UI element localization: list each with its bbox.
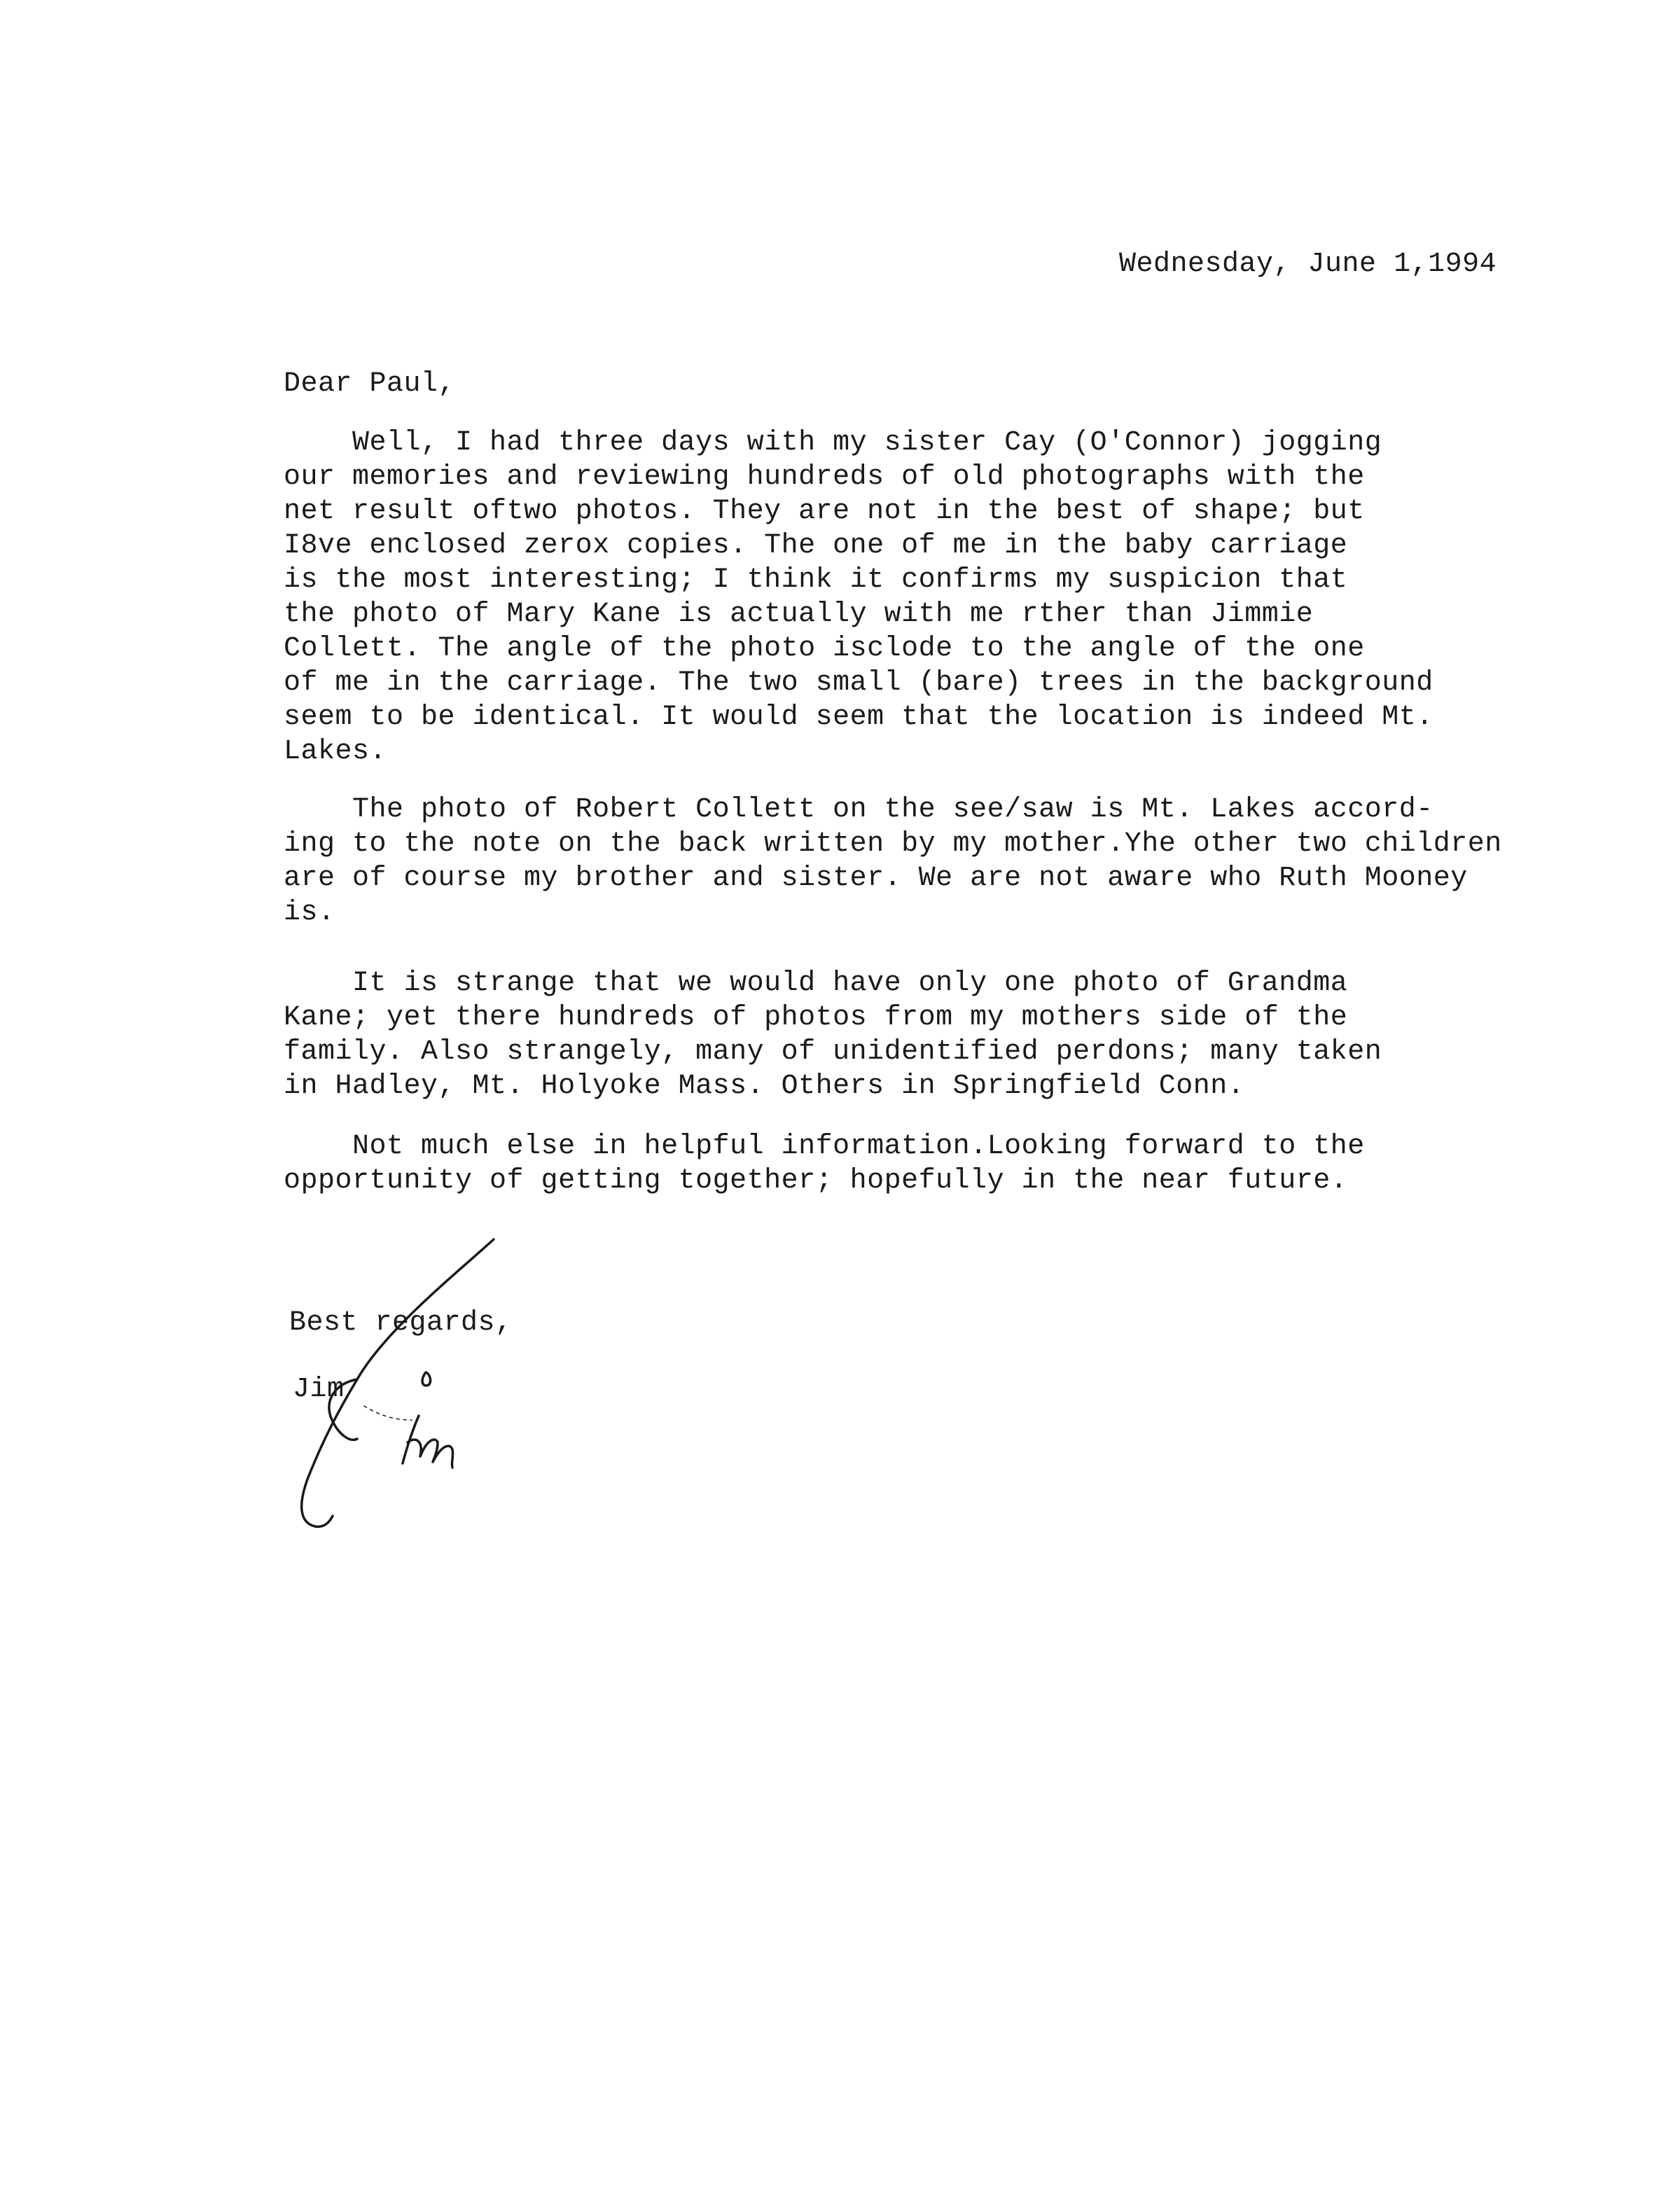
text-line: It is strange that we would have only one photo of Grandma: [284, 968, 1348, 999]
text-line: Lakes.: [284, 736, 387, 767]
signed-name: Jim: [293, 1374, 345, 1405]
paragraph-1: [284, 426, 1433, 769]
text-line: I8ve enclosed zerox copies. The one of me in the baby carriage: [284, 530, 1348, 562]
closing: Best regards,: [289, 1307, 513, 1339]
handwritten-signature: [280, 1232, 511, 1540]
text-line: Well, I had three days with my sister Cay (O'Connor) jogging: [284, 427, 1382, 459]
text-line: ing to the note on the back written by my mother.Yhe other two children: [284, 828, 1502, 860]
text-line: Collett. The angle of the photo isclode to the angle of the one: [284, 633, 1365, 664]
text-line: is the most interesting; I think it confirms my suspicion that: [284, 564, 1348, 596]
text-line: Kane; yet there hundreds of photos from my mothers side of the: [284, 1002, 1348, 1033]
text-line: are of course my brother and sister. We are not aware who Ruth Mooney: [284, 863, 1468, 894]
letter-date: Wednesday, June 1,1994: [1119, 249, 1497, 280]
text-line: family. Also strangely, many of unidentified perdons; many taken: [284, 1036, 1382, 1068]
text-line: of me in the carriage. The two small (bare) trees in the background: [284, 667, 1433, 699]
paragraph-2: [284, 793, 1502, 930]
text-line: our memories and reviewing hundreds of old photographs with the: [284, 461, 1365, 493]
text-line: The photo of Robert Collett on the see/saw is Mt. Lakes accord-: [284, 794, 1433, 826]
text-line: Not much else in helpful information.Looking forward to the: [284, 1131, 1365, 1162]
text-line: opportunity of getting together; hopefully in the near future.: [284, 1165, 1348, 1197]
text-line: seem to be identical. It would seem that the location is indeed Mt.: [284, 702, 1433, 733]
text-line: in Hadley, Mt. Holyoke Mass. Others in Springfield Conn.: [284, 1071, 1245, 1102]
paragraph-4: [284, 1129, 1365, 1198]
salutation: Dear Paul,: [284, 368, 456, 400]
text-line: the photo of Mary Kane is actually with me rther than Jimmie: [284, 599, 1314, 630]
text-line: net result oftwo photos. They are not in the best of shape; but: [284, 496, 1365, 527]
text-line: is.: [284, 897, 335, 928]
paragraph-3: [284, 966, 1382, 1104]
